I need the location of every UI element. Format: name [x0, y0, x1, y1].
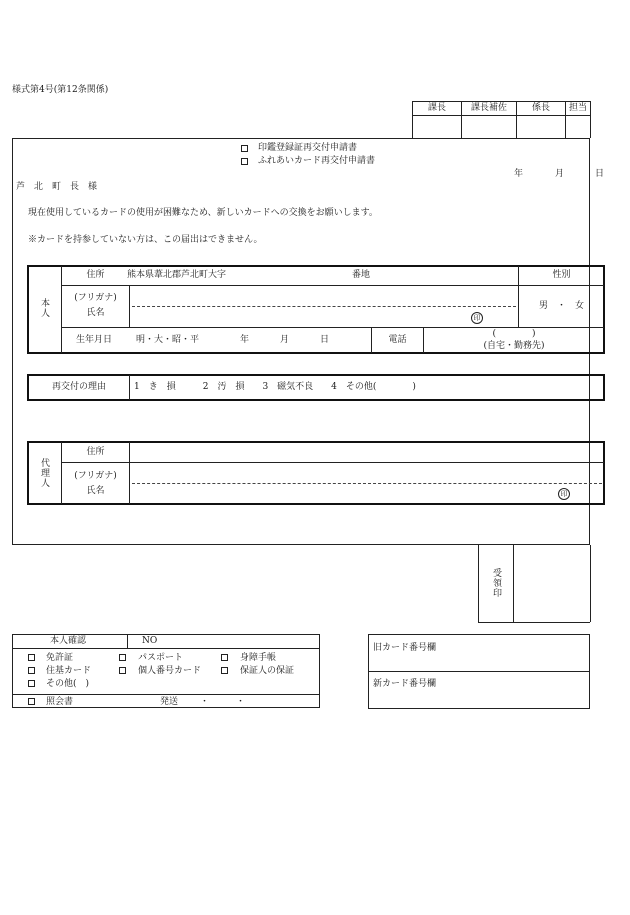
id-juki-card: 住基カード	[46, 666, 92, 676]
date-day-label: 日	[595, 169, 605, 179]
id-disability-book: 身障手帳	[240, 653, 277, 663]
id-passport: パスポート	[138, 653, 184, 663]
note-text: ※カードを持参していない方は、この届出はできません。	[28, 235, 263, 245]
inquiry-checkbox[interactable]	[28, 698, 35, 705]
agent-address-label: 住所	[86, 447, 105, 457]
reason-options[interactable]: 1 き 損 2 汚 損 3 磁気不良 4 その他( )	[134, 382, 416, 392]
applicant-furigana-field[interactable]	[131, 287, 517, 305]
applicant-name-label: 氏名	[86, 308, 105, 318]
applicant-gender-options[interactable]: 男 ・ 女	[538, 301, 584, 311]
applicant-banchi: 番地	[352, 270, 371, 280]
agent-name-label: 氏名	[86, 486, 105, 496]
agent-furigana-field[interactable]	[131, 464, 603, 482]
reason-label: 再交付の理由	[51, 382, 106, 392]
approval-header-assistant-chief: 課長補佐	[470, 103, 507, 113]
applicant-furigana-label: (フリガナ)	[74, 293, 117, 303]
id-drivers-license-checkbox[interactable]	[28, 654, 35, 661]
agent-furigana-label: (フリガナ)	[74, 471, 117, 481]
agent-seal-icon: 印	[558, 488, 570, 500]
request-text: 現在使用しているカードの使用が困難なため、新しいカードへの交換をお願いします。	[28, 208, 378, 218]
applicant-era-options[interactable]: 明・大・昭・平	[136, 335, 200, 345]
id-drivers-license: 免許証	[46, 653, 74, 663]
applicant-address-label: 住所	[86, 270, 105, 280]
applicant-birth-year: 年	[240, 335, 250, 345]
identity-header-label: 本人確認	[50, 636, 87, 646]
agent-address-field[interactable]	[131, 443, 603, 461]
new-card-number-label: 新カード番号欄	[373, 679, 437, 689]
date-year-label: 年	[514, 169, 524, 179]
old-card-number-label: 旧カード番号欄	[373, 643, 437, 653]
approval-header-staff: 担当	[568, 103, 587, 113]
id-guarantor-checkbox[interactable]	[221, 667, 228, 674]
id-juki-card-checkbox[interactable]	[28, 667, 35, 674]
applicant-birth-day: 日	[320, 335, 330, 345]
applicant-seal-icon: 印	[471, 312, 483, 324]
applicant-name-field[interactable]	[131, 307, 517, 326]
approval-header-subsection-chief: 係長	[531, 103, 550, 113]
id-mynumber-card: 個人番号カード	[138, 666, 202, 676]
id-disability-book-checkbox[interactable]	[221, 654, 228, 661]
agent-name-field[interactable]	[131, 485, 603, 503]
id-guarantor: 保証人の保証	[240, 666, 295, 676]
title-option-fureai-checkbox[interactable]	[241, 158, 248, 165]
receipt-seal-label: 受領印	[491, 568, 501, 598]
sent-label: 発送	[160, 697, 179, 707]
applicant-phone-label: 電話	[388, 335, 407, 345]
applicant-birth-month: 月	[280, 335, 290, 345]
inquiry-label: 照会書	[46, 697, 74, 707]
approval-header-section-chief: 課長	[427, 103, 446, 113]
applicant-birth-label: 生年月日	[76, 335, 113, 345]
form-number: 様式第4号(第12条関係)	[12, 85, 109, 95]
id-other: その他( )	[46, 679, 90, 689]
id-mynumber-card-checkbox[interactable]	[119, 667, 126, 674]
date-month-label: 月	[555, 169, 565, 179]
addressee: 芦 北 町 長 様	[16, 182, 98, 192]
identity-no-label: NO	[142, 636, 158, 646]
title-option-fureai: ふれあいカード再交付申請書	[258, 156, 376, 166]
agent-side-label: 代理人	[39, 458, 49, 488]
applicant-gender-label: 性別	[552, 270, 571, 280]
id-other-checkbox[interactable]	[28, 680, 35, 687]
applicant-address-prefix: 熊本県葦北郡芦北町大字	[127, 270, 227, 280]
id-passport-checkbox[interactable]	[119, 654, 126, 661]
title-option-seal: 印鑑登録証再交付申請書	[258, 143, 358, 153]
applicant-phone-paren[interactable]: ( )	[492, 329, 536, 339]
sent-date[interactable]: ・ ・	[200, 697, 246, 707]
applicant-phone-note: (自宅・勤務先)	[483, 341, 545, 351]
applicant-side-label: 本人	[39, 298, 49, 318]
title-option-seal-checkbox[interactable]	[241, 145, 248, 152]
